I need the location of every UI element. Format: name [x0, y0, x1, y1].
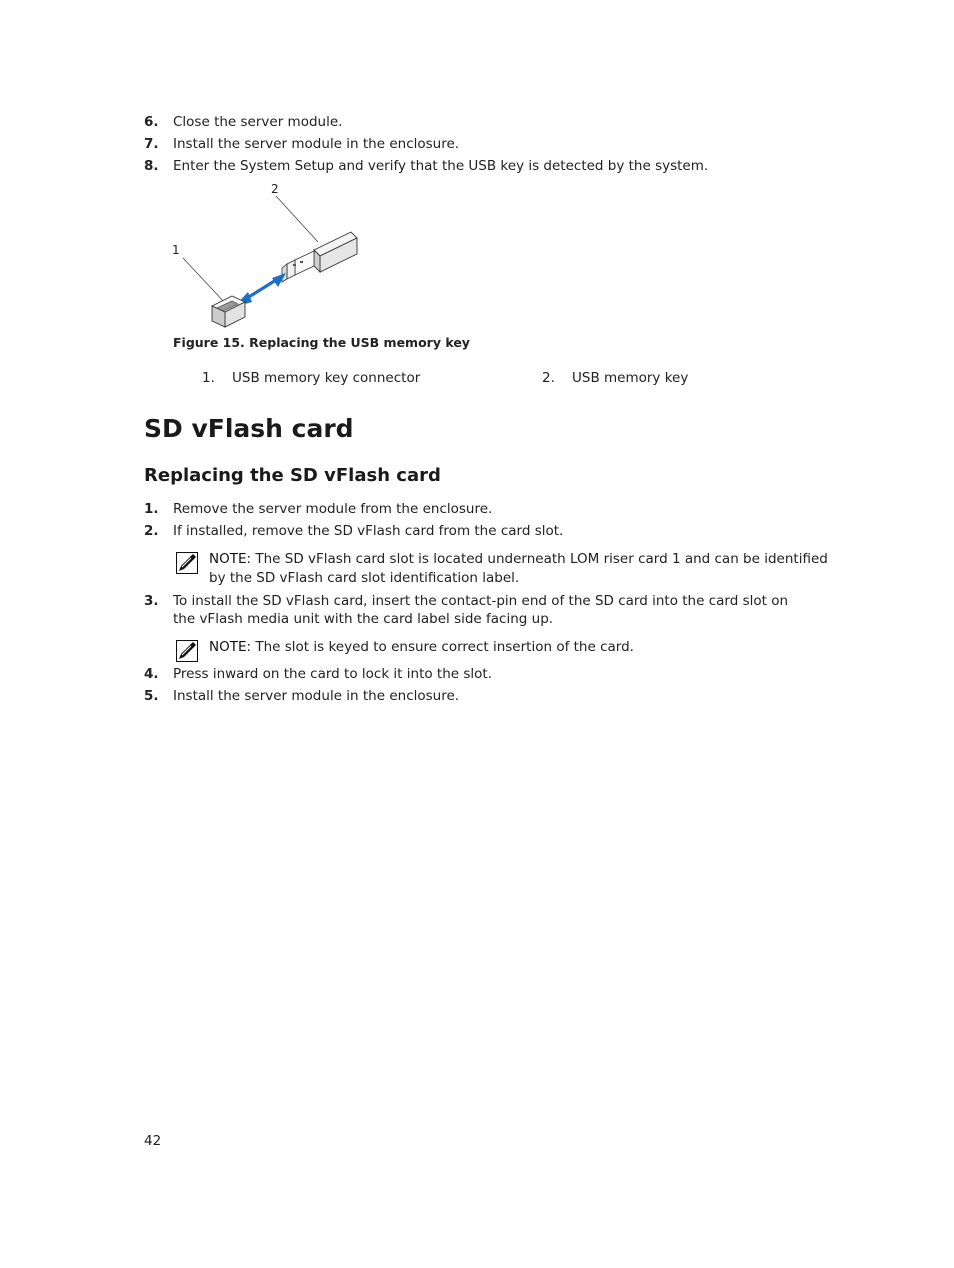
step-number: 1.: [144, 501, 159, 517]
step-number: 8.: [144, 158, 159, 174]
step-number: 4.: [144, 666, 159, 682]
callout-2: 2: [271, 182, 279, 196]
step-text: Remove the server module from the enclosure.: [173, 501, 493, 517]
note-text: The SD vFlash card slot is located underneath LOM riser card 1 and can be identified by the SD vFlash card slot identification label.: [209, 551, 828, 586]
section-title: SD vFlash card: [144, 414, 354, 443]
note-text: The slot is keyed to ensure correct insertion of the card.: [255, 639, 634, 655]
note-label: NOTE:: [209, 551, 252, 567]
usb-memory-key: [282, 232, 357, 282]
subsection-title: Replacing the SD vFlash card: [144, 465, 441, 486]
step-text: Close the server module.: [173, 114, 343, 130]
usb-illustration: [168, 180, 368, 332]
step-text: Enter the System Setup and verify that the USB key is detected by the system.: [173, 158, 709, 174]
callout-1: 1: [172, 243, 180, 257]
step-number: 5.: [144, 688, 159, 704]
note-2: [176, 638, 836, 664]
note-pencil-icon: [176, 552, 198, 574]
note-body: [209, 638, 839, 657]
legend-number: 1.: [202, 370, 215, 386]
step-number: 3.: [144, 593, 159, 609]
usb-memory-key-connector: [212, 296, 245, 327]
note-body: [209, 550, 839, 588]
step-text: Install the server module in the enclosure.: [173, 688, 460, 704]
figure-caption: Figure 15. Replacing the USB memory key: [173, 335, 470, 350]
step-number: 6.: [144, 114, 159, 130]
step-text: Install the server module in the enclosure.: [173, 136, 460, 152]
page-number: 42: [144, 1133, 162, 1149]
step-3: [144, 592, 814, 630]
leader-line-1: [183, 258, 226, 304]
step-text: Press inward on the card to lock it into the slot.: [173, 666, 492, 682]
legend-text: USB memory key: [572, 370, 689, 386]
legend-text: USB memory key connector: [232, 370, 421, 386]
note-label: NOTE:: [209, 639, 252, 655]
usb-memory-key-figure: [168, 180, 368, 332]
step-number: 2.: [144, 523, 159, 539]
leader-line-2: [276, 196, 318, 242]
step-text: If installed, remove the SD vFlash card from the card slot.: [173, 523, 564, 539]
note-pencil-icon: [176, 640, 198, 662]
note-1: [176, 550, 836, 590]
legend-number: 2.: [542, 370, 555, 386]
step-text: To install the SD vFlash card, insert the contact-pin end of the SD card into the card slot on the vFlash media unit with the card label side facing up.: [173, 593, 789, 627]
step-number: 7.: [144, 136, 159, 152]
